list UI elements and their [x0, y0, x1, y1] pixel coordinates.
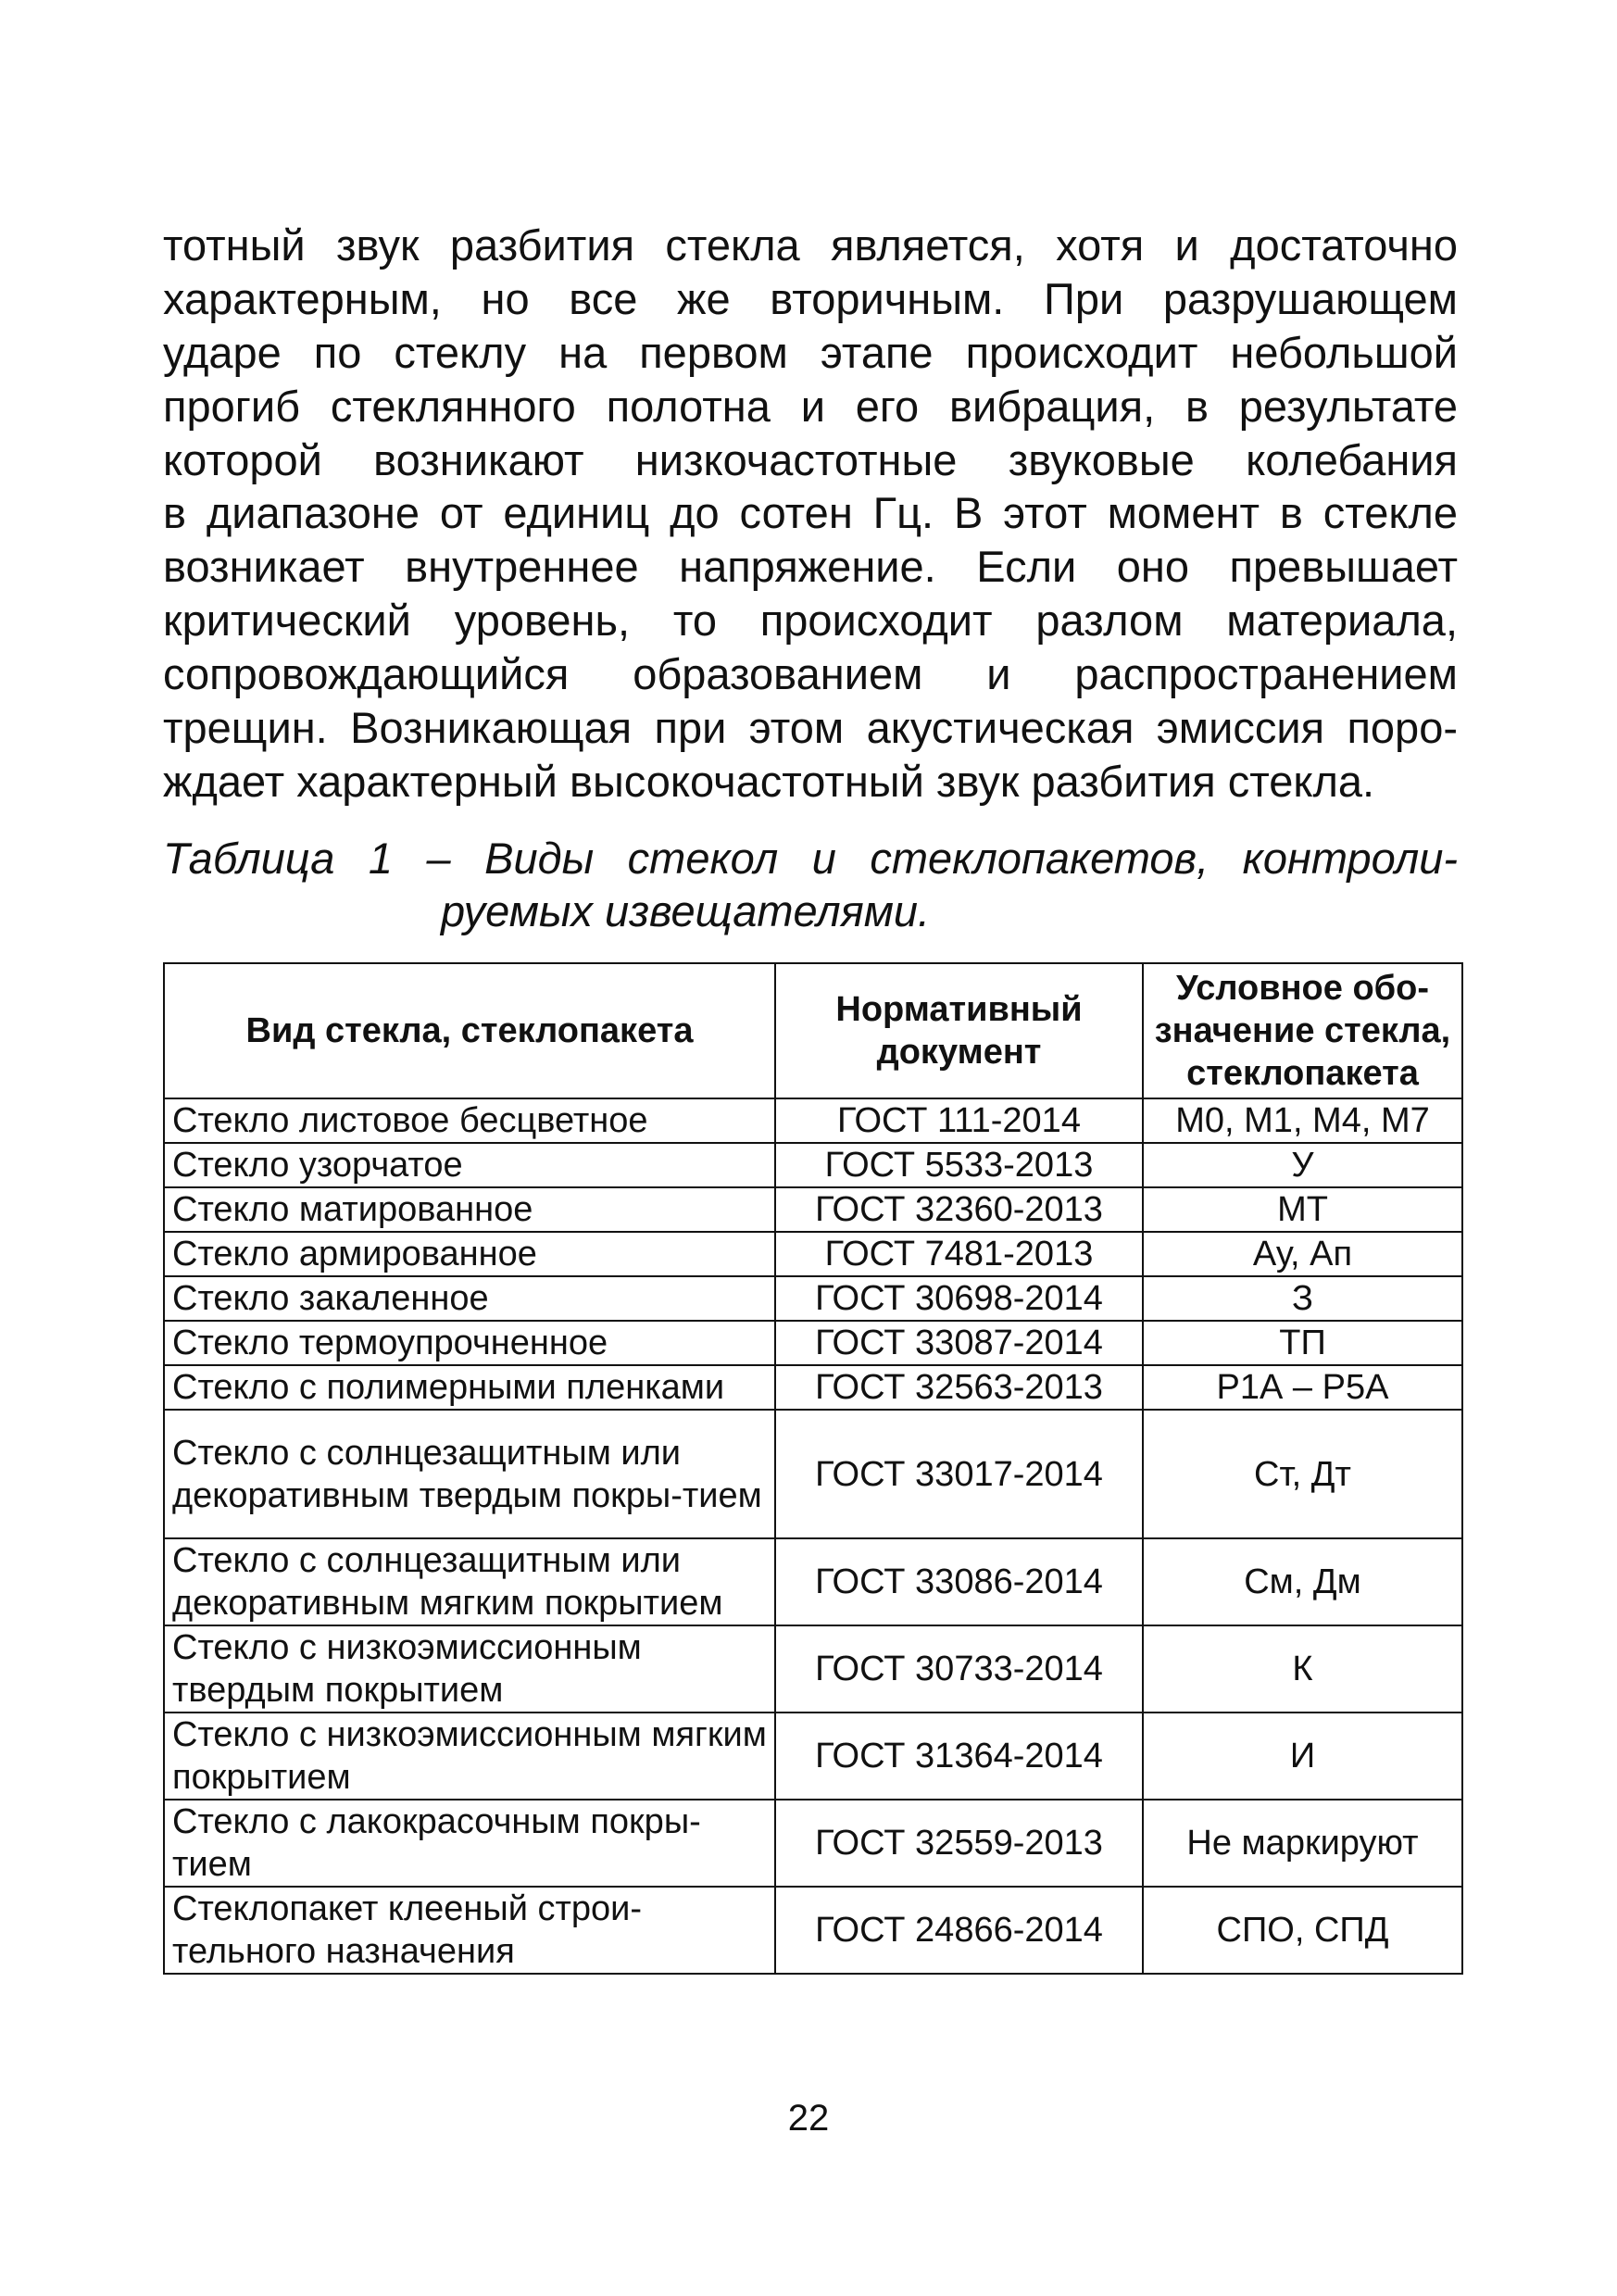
cell-document: ГОСТ 30698-2014	[775, 1276, 1143, 1321]
cell-glass-type: Стекло узорчатое	[164, 1143, 775, 1187]
table-row	[164, 1538, 1462, 1625]
header-normative-document: Нормативный документ	[775, 963, 1143, 1098]
table-row	[164, 1800, 1462, 1887]
table-row	[164, 1098, 1462, 1143]
table-caption	[163, 832, 1458, 937]
cell-document: ГОСТ 32563-2013	[775, 1365, 1143, 1410]
cell-document: ГОСТ 7481-2013	[775, 1232, 1143, 1276]
cell-document: ГОСТ 32559-2013	[775, 1800, 1143, 1887]
cell-designation: Ст, Дт	[1143, 1410, 1462, 1538]
cell-glass-type: Стекло с солнцезащитным или декоративным мягким покрытием	[164, 1538, 775, 1625]
cell-glass-type: Стекло армированное	[164, 1232, 775, 1276]
header-designation: Условное обо-значение стекла, стеклопакета	[1143, 963, 1462, 1098]
table-row	[164, 1713, 1462, 1800]
table-row	[164, 1143, 1462, 1187]
body-line: критический уровень, то происходит разлом материала,	[163, 596, 1458, 646]
cell-glass-type: Стекло с полимерными пленками	[164, 1365, 775, 1410]
cell-document: ГОСТ 5533-2013	[775, 1143, 1143, 1187]
table-row	[164, 1187, 1462, 1232]
cell-designation: Ау, Ап	[1143, 1232, 1462, 1276]
table-row	[164, 1321, 1462, 1365]
table-row	[164, 1232, 1462, 1276]
cell-document: ГОСТ 33017-2014	[775, 1410, 1143, 1538]
body-line: ударе по стеклу на первом этапе происходит небольшой	[163, 327, 1458, 377]
cell-designation: У	[1143, 1143, 1462, 1187]
body-line: трещин. Возникающая при этом акустическая эмиссия поро-	[163, 703, 1458, 753]
cell-glass-type: Стекло матированное	[164, 1187, 775, 1232]
cell-document: ГОСТ 33087-2014	[775, 1321, 1143, 1365]
header-glass-type: Вид стекла, стеклопакета	[164, 963, 775, 1098]
cell-designation: З	[1143, 1276, 1462, 1321]
cell-glass-type: Стеклопакет клееный строи-тельного назначения	[164, 1887, 775, 1974]
cell-document: ГОСТ 24866-2014	[775, 1887, 1143, 1974]
table-row	[164, 1276, 1462, 1321]
glass-types-table	[163, 962, 1463, 1975]
cell-document: ГОСТ 111-2014	[775, 1098, 1143, 1143]
cell-designation: Не маркируют	[1143, 1800, 1462, 1887]
body-line: прогиб стеклянного полотна и его вибрация, в результате	[163, 381, 1458, 431]
table-row	[164, 1625, 1462, 1713]
cell-document: ГОСТ 33086-2014	[775, 1538, 1143, 1625]
cell-document: ГОСТ 31364-2014	[775, 1713, 1143, 1800]
cell-glass-type: Стекло с низкоэмиссионным твердым покрытием	[164, 1625, 775, 1713]
cell-designation: СПО, СПД	[1143, 1887, 1462, 1974]
cell-glass-type: Стекло термоупрочненное	[164, 1321, 775, 1365]
cell-glass-type: Стекло с низкоэмиссионным мягким покрытием	[164, 1713, 775, 1800]
body-line: характерным, но все же вторичным. При разрушающем	[163, 273, 1458, 323]
cell-designation: М0, М1, М4, М7	[1143, 1098, 1462, 1143]
body-line: тотный звук разбития стекла является, хотя и достаточно	[163, 220, 1458, 270]
body-line: возникает внутреннее напряжение. Если оно превышает	[163, 542, 1458, 592]
cell-designation: МТ	[1143, 1187, 1462, 1232]
cell-glass-type: Стекло с солнцезащитным или декоративным твердым покры-тием	[164, 1410, 775, 1538]
cell-document: ГОСТ 30733-2014	[775, 1625, 1143, 1713]
body-line: сопровождающийся образованием и распространением	[163, 649, 1458, 699]
body-line: в диапазоне от единиц до сотен Гц. В этот момент в стекле	[163, 488, 1458, 538]
table-row	[164, 1887, 1462, 1974]
cell-glass-type: Стекло закаленное	[164, 1276, 775, 1321]
cell-designation: И	[1143, 1713, 1462, 1800]
cell-designation: Р1А – Р5А	[1143, 1365, 1462, 1410]
cell-designation: ТП	[1143, 1321, 1462, 1365]
body-paragraph	[163, 219, 1458, 809]
cell-document: ГОСТ 32360-2013	[775, 1187, 1143, 1232]
cell-glass-type: Стекло листовое бесцветное	[164, 1098, 775, 1143]
cell-designation: К	[1143, 1625, 1462, 1713]
table-caption-line: руемых извещателями.	[441, 886, 931, 935]
table-caption-line: Таблица 1 – Виды стекол и стеклопакетов, контроли-	[163, 834, 1458, 883]
table-row	[164, 1410, 1462, 1538]
table-row	[164, 1365, 1462, 1410]
body-line: которой возникают низкочастотные звуковые колебания	[163, 434, 1458, 484]
table-header-row	[164, 963, 1462, 1098]
page-number: 22	[787, 2098, 830, 2139]
body-line: ждает характерный высокочастотный звук разбития стекла.	[163, 756, 1375, 806]
cell-glass-type: Стекло с лакокрасочным покры-тием	[164, 1800, 775, 1887]
cell-designation: См, Дм	[1143, 1538, 1462, 1625]
